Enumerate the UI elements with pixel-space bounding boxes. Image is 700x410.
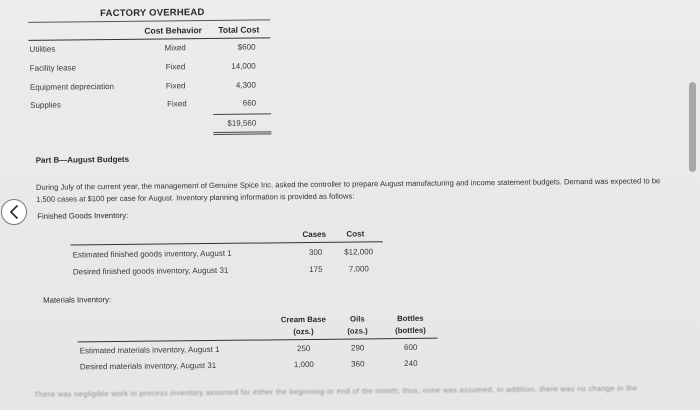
cost-behavior-header: Cost Behavior — [144, 25, 203, 36]
table-row-cases: 175 — [309, 264, 323, 274]
table-row-label: Desired materials inventory, August 31 — [79, 360, 217, 372]
bottles-unit: (bottles) — [395, 325, 426, 336]
oils-unit: (ozs.) — [347, 326, 368, 336]
table-row-cream-base: 1,000 — [293, 359, 314, 370]
table-row-behavior: Mixed — [164, 43, 186, 53]
cutoff-footer-text: There was negligible work in process inventory assumed for either the beginning or end of the month; thus, none was assumed. In addition, there was no change in the — [34, 383, 638, 399]
table-row-cost: 4,300 — [235, 80, 256, 90]
table-row-cost: 7,000 — [348, 264, 369, 274]
table-row-label: Desired finished goods inventory, August 31 — [72, 265, 229, 277]
total-cost-header: Total Cost — [218, 24, 260, 35]
total-rule — [213, 113, 271, 115]
table-row-behavior: Fixed — [165, 62, 186, 72]
divider — [78, 338, 438, 343]
materials-label: Materials Inventory: — [43, 295, 112, 305]
table-row-cream-base: 250 — [296, 343, 311, 354]
divider — [28, 37, 270, 41]
cream-base-unit: (ozs.) — [293, 326, 314, 337]
cost-header: Cost — [346, 229, 365, 239]
table-row-cost: 14,000 — [231, 61, 256, 71]
table-row-cases: 300 — [308, 247, 323, 257]
cream-base-header: Cream Base — [280, 314, 326, 325]
total-cost-value: $19,560 — [227, 118, 257, 128]
table-row-label: Facility lease — [29, 63, 77, 73]
table-row-cost: 660 — [242, 98, 257, 108]
part-b-title: Part B—August Budgets — [35, 154, 130, 165]
table-row-behavior: Fixed — [165, 81, 186, 91]
table-row-bottles: 600 — [403, 342, 418, 352]
table-row-behavior: Fixed — [167, 99, 187, 109]
chevron-left-icon — [8, 205, 20, 219]
table-row-label: Estimated finished goods inventory, August 1 — [72, 248, 232, 260]
finished-goods-label: Finished Goods Inventory: — [37, 210, 129, 221]
double-rule-bottom — [213, 133, 271, 135]
bottles-header: Bottles — [397, 313, 424, 324]
table-row-oils: 360 — [351, 359, 365, 369]
table-row-label: Utilities — [29, 44, 56, 54]
table-row-oils: 290 — [350, 343, 365, 353]
factory-overhead-title: FACTORY OVERHEAD — [100, 7, 205, 20]
table-row-bottles: 240 — [404, 358, 418, 368]
cases-header: Cases — [302, 229, 327, 240]
divider — [28, 19, 270, 23]
table-row-label: Estimated materials inventory, August 1 — [79, 344, 220, 356]
oils-header: Oils — [349, 314, 365, 324]
part-b-paragraph: During July of the current year, the management of Genuine Spice Inc. asked the controller to prepare August manufacturing and income statement budgets. Demand was expected to be 1,500 cases at $100 per case for August. Inventory planning information is provided as follows: — [35, 176, 661, 204]
table-row-cost: $12,000 — [344, 247, 374, 257]
table-row-cost: $600 — [237, 42, 256, 52]
table-row-label: Equipment depreciation — [29, 82, 115, 92]
table-row-label: Supplies — [30, 100, 61, 110]
divider — [71, 241, 383, 245]
back-button[interactable] — [1, 199, 27, 225]
scrollbar[interactable] — [689, 82, 696, 172]
